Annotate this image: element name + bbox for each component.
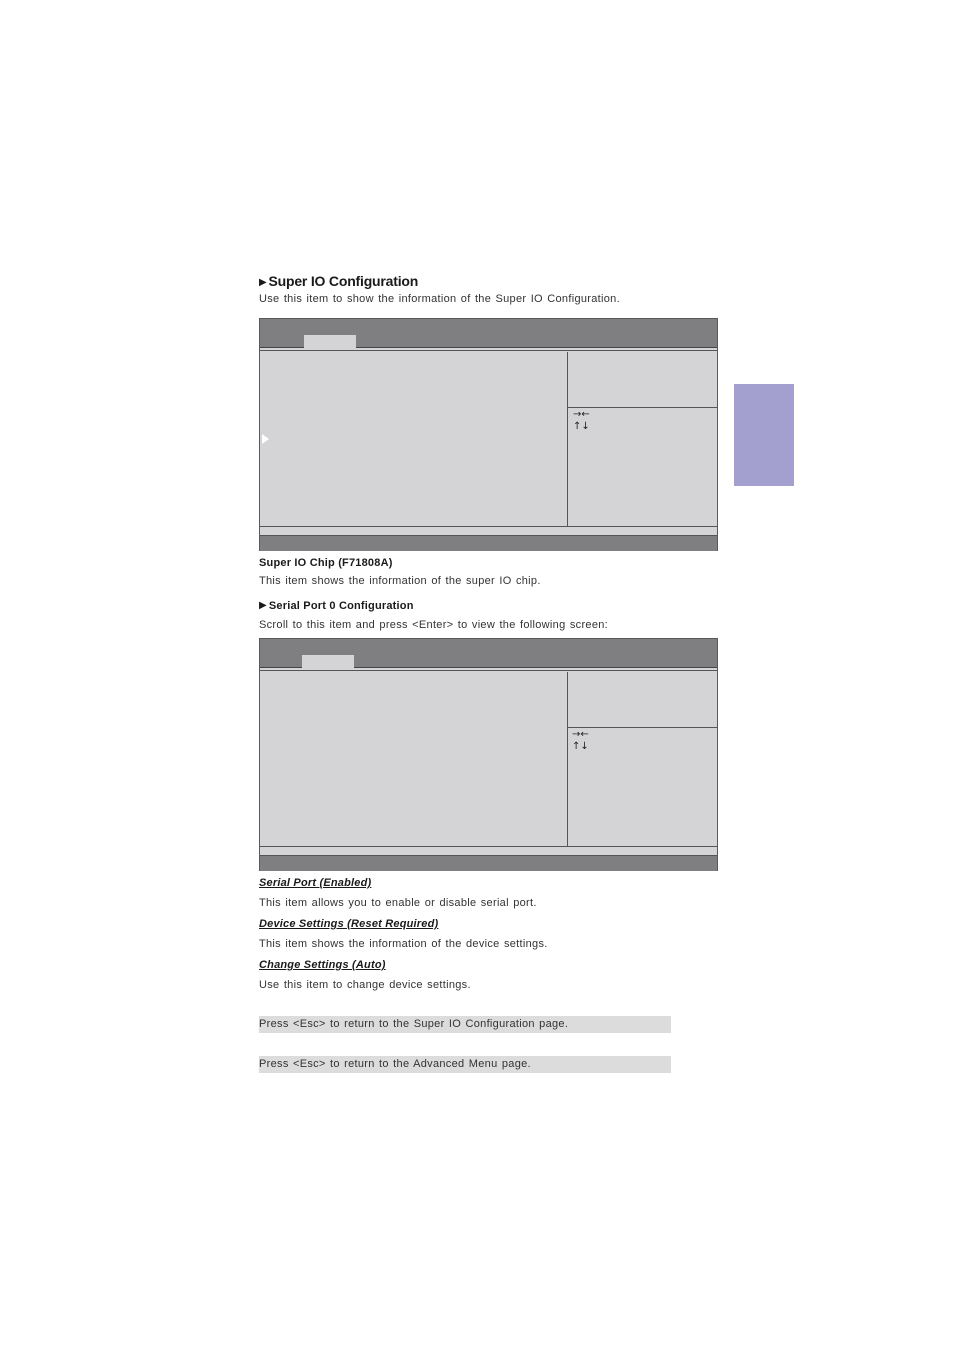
bios-bottom-bar <box>260 535 717 551</box>
item-heading: Change Settings (Auto) <box>259 959 386 971</box>
bios-key-legend <box>573 409 590 433</box>
note-esc-advanced: Press <Esc> to return to the Advanced Menu page. <box>259 1056 671 1073</box>
bios-screen-super-io <box>259 318 718 551</box>
chip-heading: Super IO Chip (F71808A) <box>259 557 393 569</box>
selection-cursor-icon <box>262 434 269 444</box>
bios-active-tab[interactable] <box>304 335 356 348</box>
bios-screen-serial-port <box>259 638 718 871</box>
bios-active-tab[interactable] <box>302 655 354 668</box>
item-heading: Serial Port (Enabled) <box>259 877 372 889</box>
bios-help-pane <box>568 352 718 408</box>
bios-menu-strip <box>260 348 717 351</box>
left-right-arrows-icon: →← <box>573 409 590 420</box>
up-down-arrows-icon: ↑↓ <box>572 741 589 752</box>
bios-key-legend <box>572 729 589 753</box>
item-description: This item shows the information of the device settings. <box>259 938 548 950</box>
bios-options-pane <box>260 352 568 526</box>
section-title: ▶ Super IO Configuration <box>259 273 419 289</box>
item-heading: Device Settings (Reset Required) <box>259 918 439 930</box>
left-right-arrows-icon: →← <box>572 729 589 740</box>
bios-status-line <box>260 846 717 855</box>
note-esc-super-io: Press <Esc> to return to the Super IO Configuration page. <box>259 1016 671 1033</box>
bios-title-bar <box>260 639 717 668</box>
chip-description: This item shows the information of the super IO chip. <box>259 575 541 587</box>
bios-title-bar <box>260 319 717 348</box>
item-description: This item allows you to enable or disable serial port. <box>259 897 537 909</box>
triangle-marker-icon: ▶ <box>259 600 267 611</box>
serial-heading: ▶ Serial Port 0 Configuration <box>259 600 414 612</box>
triangle-marker-icon: ▶ <box>259 277 267 288</box>
bios-status-line <box>260 526 717 535</box>
up-down-arrows-icon: ↑↓ <box>573 421 590 432</box>
chapter-side-tab <box>734 384 794 486</box>
bios-menu-strip <box>260 668 717 671</box>
item-description: Use this item to change device settings. <box>259 979 471 991</box>
bios-bottom-bar <box>260 855 717 871</box>
bios-help-pane <box>568 672 718 728</box>
bios-options-pane <box>260 672 568 846</box>
serial-description: Scroll to this item and press <Enter> to view the following screen: <box>259 619 609 631</box>
section-description: Use this item to show the information of the Super IO Configuration. <box>259 293 620 305</box>
